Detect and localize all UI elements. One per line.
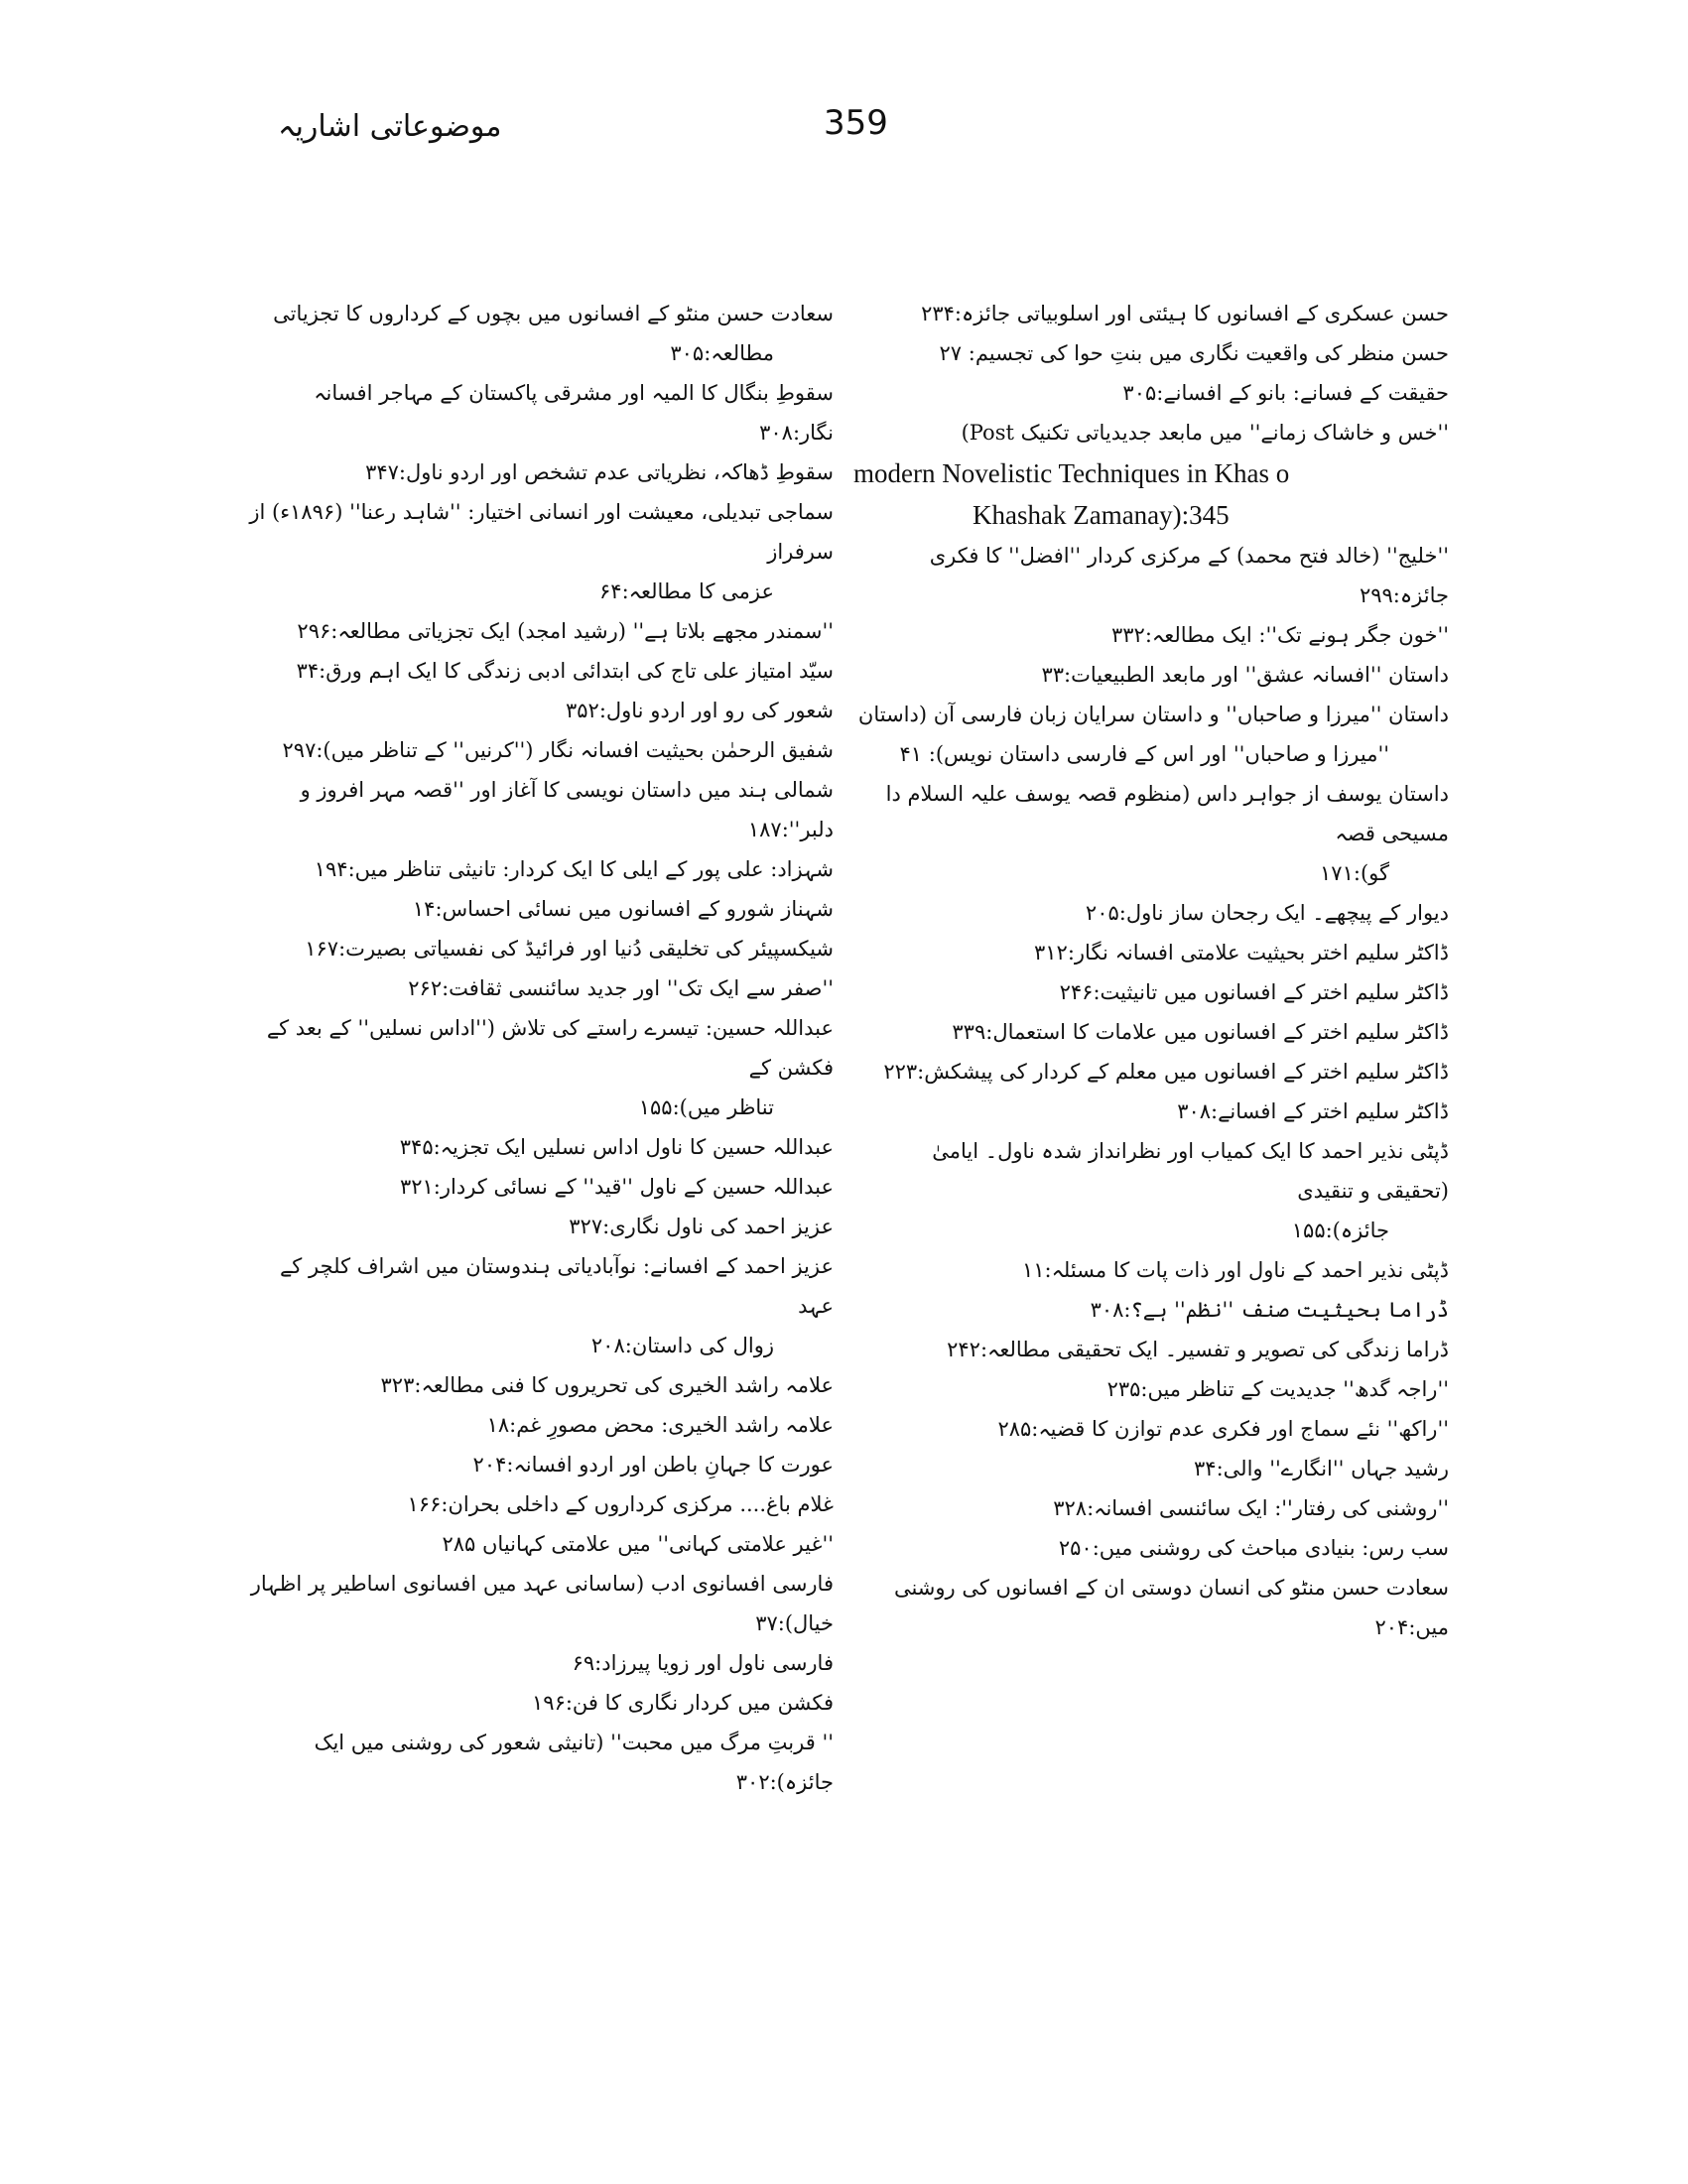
index-entry: سیّد امتیاز علی تاج کی ابتدائی ادبی زندگی کا ایک اہم ورق:۳۴	[296, 659, 834, 683]
index-entry: سماجی تبدیلی، معیشت اور انسانی اختیار: ''شاہد رعنا'' (۱۸۹۶ء) از سرفراز	[249, 500, 834, 564]
index-entry: داستان ''افسانہ عشق'' اور مابعد الطبیعیات:۳۳	[1041, 663, 1449, 687]
index-entry: علامہ راشد الخیری کی تحریروں کا فنی مطالعہ:۳۲۳	[380, 1373, 834, 1397]
index-entry: ڈاکٹر سلیم اختر کے افسانوں میں معلم کے کردار کی پیشکش:۲۲۳	[883, 1060, 1449, 1084]
index-entry: عبداللہ حسین: تیسرے راستے کی تلاش (''اداس نسلیں'' کے بعد کے فکشن کے	[266, 1016, 834, 1080]
index-entry: عزیز احمد کے افسانے: نوآبادیاتی ہندوستان میں اشراف کلچر کے عہد	[280, 1254, 834, 1318]
index-entry: فارسی افسانوی ادب (ساسانی عہد میں افسانوی اساطیر پر اظہار خیال):۳۷	[250, 1572, 834, 1635]
index-entry: ''خون جگر ہونے تک'': ایک مطالعہ:۳۳۲	[1110, 623, 1449, 647]
index-entry-continuation: عزمی کا مطالعہ:۶۴	[599, 579, 774, 603]
index-entry: ''راجہ گدھ'' جدیدیت کے تناظر میں:۲۳۵	[1106, 1377, 1449, 1401]
index-entry: ڈپٹی نذیر احمد کے ناول اور ذات پات کا مسئلہ:۱۱	[1021, 1258, 1449, 1282]
index-entry: دیوار کے پیچھے۔ ایک رجحان ساز ناول:۲۰۵	[1085, 901, 1449, 925]
index-entry: ڈراما زندگی کی تصویر و تفسیر۔ ایک تحقیقی مطالعہ:۲۴۲	[947, 1338, 1449, 1361]
index-entry: سقوطِ ڈھاکہ، نظریاتی عدم تشخص اور اردو ناول:۳۴۷	[365, 460, 834, 484]
index-entry: شیکسپیئر کی تخلیقی دُنیا اور فرائیڈ کی نفسیاتی بصیرت:۱۶۷	[305, 937, 834, 961]
index-entry: عزیز احمد کی ناول نگاری:۳۲۷	[569, 1215, 834, 1238]
index-entry: عبداللہ حسین کے ناول ''قید'' کے نسائی کردار:۳۲۱	[399, 1175, 834, 1199]
index-entry-continuation: تناظر میں):۱۵۵	[638, 1095, 774, 1119]
index-entry: ڈاکٹر سلیم اختر کے افسانوں میں تانیثیت:۲۴۶	[1059, 980, 1449, 1004]
index-entry: سقوطِ بنگال کا المیہ اور مشرقی پاکستان کے مہاجر افسانہ نگار:۳۰۸	[314, 381, 834, 445]
index-entry: غلام باغ.... مرکزی کرداروں کے داخلی بحران:۱۶۶	[407, 1492, 834, 1516]
index-entry: ''صفر سے ایک تک'' اور جدید سائنسی ثقافت:۲۶۲	[408, 976, 834, 1000]
index-entry: ڈاکٹر سلیم اختر کے افسانے:۳۰۸	[1177, 1099, 1449, 1123]
index-entry-continuation: مطالعہ:۳۰۵	[670, 341, 774, 365]
index-entry: ''راکھ'' نئے سماج اور فکری عدم توازن کا قضیہ:۲۸۵	[997, 1417, 1449, 1441]
page-number: 359	[824, 103, 888, 143]
index-entry: عورت کا جہانِ باطن اور اردو افسانہ:۲۰۴	[472, 1453, 834, 1477]
index-entry: ''روشنی کی رفتار'': ایک سائنسی افسانہ:۳۲۸	[1053, 1496, 1449, 1520]
index-entry: شہزاد: علی پور کے ایلی کا ایک کردار: تانیثی تناظر میں:۱۹۴	[314, 857, 834, 881]
index-entry: ڈاکٹر سلیم اختر کے افسانوں میں علامات کا استعمال:۳۳۹	[952, 1020, 1449, 1044]
index-entry-continuation: زوال کی داستان:۲۰۸	[590, 1334, 774, 1357]
index-entry: علامہ راشد الخیری: محض مصورِ غم:۱۸	[486, 1413, 834, 1437]
index-entry: ''غیر علامتی کہانی'' میں علامتی کہانیاں ۲۸۵	[442, 1532, 834, 1556]
index-entry: داستان ''میرزا و صاحباں'' و داستان سرایان زبان فارسی آن (داستان	[857, 703, 1449, 726]
running-header-title: موضوعاتی اشاریہ	[278, 109, 502, 144]
index-entry-continuation: ''میرزا و صاحباں'' اور اس کے فارسی داستان نویس): ۴۱	[899, 742, 1389, 766]
index-entry: فارسی ناول اور زویا پیرزاد:۶۹	[572, 1651, 834, 1675]
index-entry: داستان یوسف از جواہر داس (منظوم قصہ یوسف علیہ السلام دا مسیحی قصہ	[885, 782, 1449, 845]
index-entry-continuation: جائزہ):۱۵۵	[1291, 1219, 1389, 1242]
index-entry: ڈپٹی نذیر احمد کا ایک کمیاب اور نظرانداز شدہ ناول۔ ایامیٰ (تحقیقی و تنقیدی	[932, 1139, 1449, 1203]
index-entry: حسن عسکری کے افسانوں کا ہیئتی اور اسلوبیاتی جائزہ:۲۳۴	[921, 302, 1449, 325]
index-entry: شعور کی رو اور اردو ناول:۳۵۲	[565, 699, 834, 722]
index-entry: ''سمندر مجھے بلاتا ہے'' (رشید امجد) ایک تجزیاتی مطالعہ:۲۹۶	[297, 619, 834, 643]
index-entry: شہناز شورو کے افسانوں میں نسائی احساس:۱۴	[412, 897, 834, 921]
index-entry: '' قربتِ مرگ میں محبت'' (تانیثی شعور کی روشنی میں ایک جائزہ):۳۰۲	[314, 1731, 834, 1794]
index-entry: ''خلیج'' (خالد فتح محمد) کے مرکزی کردار ''افضل'' کا فکری جائزہ:۲۹۹	[929, 544, 1449, 607]
index-entry: حسن منظر کی واقعیت نگاری میں بنتِ حوا کی تجسیم: ۲۷	[939, 341, 1449, 365]
index-entry: سب رس: بنیادی مباحث کی روشنی میں:۲۵۰	[1058, 1536, 1449, 1560]
index-entry-latin: modern Novelistic Techniques in Khas o	[853, 458, 1290, 488]
index-entry: حقیقت کے فسانے: بانو کے افسانے:۳۰۵	[1122, 381, 1449, 405]
index-entry: ''خس و خاشاک زمانے'' میں مابعد جدیدیاتی تکنیک Post)	[961, 421, 1449, 445]
index-entry-continuation: گو):۱۷۱	[1320, 861, 1389, 885]
index-entry: ڈراما بحیثیت صنف ''نظم'' ہے؟:۳۰۸	[1090, 1298, 1449, 1322]
index-entry: شفیق الرحمٰن بحیثیت افسانہ نگار (''کرنیں'' کے تناظر میں):۲۹۷	[282, 738, 834, 762]
index-column-left	[238, 294, 834, 1802]
index-entry: فکشن میں کردار نگاری کا فن:۱۹۶	[532, 1691, 834, 1715]
index-entry: سعادت حسن منٹو کے افسانوں میں بچوں کے کرداروں کا تجزیاتی	[273, 302, 834, 325]
index-entry-latin: Khashak Zamanay):345	[973, 500, 1230, 530]
index-entry: عبداللہ حسین کا ناول اداس نسلیں ایک تجزیہ:۳۴۵	[399, 1135, 834, 1159]
index-entry: شمالی ہند میں داستان نویسی کا آغاز اور ''قصہ مہر افروز و دلبر'':۱۸۷	[300, 778, 834, 841]
index-entry: سعادت حسن منٹو کی انسان دوستی ان کے افسانوں کی روشنی میں:۲۰۴	[893, 1576, 1449, 1639]
index-column-right	[853, 294, 1449, 1647]
index-entry: ڈاکٹر سلیم اختر بحیثیت علامتی افسانہ نگار:۳۱۲	[1034, 941, 1449, 964]
index-entry: رشید جہاں ''انگارے'' والی:۳۴	[1194, 1457, 1449, 1480]
